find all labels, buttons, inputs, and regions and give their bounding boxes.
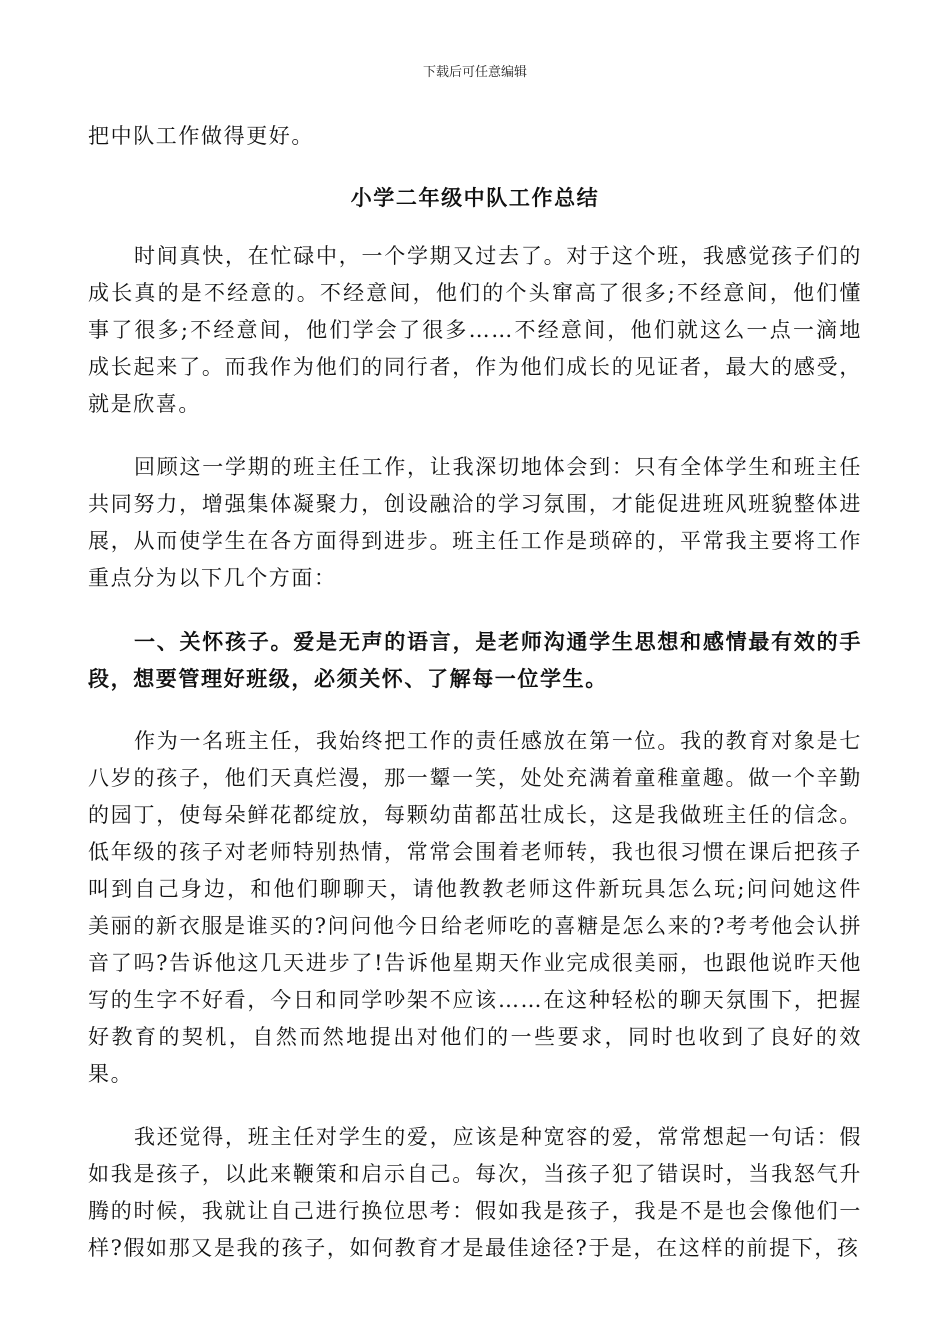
- page-header: 下载后可任意编辑: [422, 65, 527, 80]
- document-title: 小学二年级中队工作总结: [350, 185, 600, 210]
- paragraph-4: 我还觉得，班主任对学生的爱，应该是种宽容的爱，常常想起一句话：假如我是孩子，以此来鞭策和启示自己。每次，当孩子犯了错误时，当我怒气升腾的时候，我就让自己进行换位思考：假如我是孩子，我是不是也会像他们一样?假如那又是我的孩子，如何教育才是最佳途径?于是，在这样的前提下，孩: [88, 1125, 862, 1260]
- lead-line: 把中队工作做得更好。: [88, 124, 314, 148]
- paragraph-3: 作为一名班主任，我始终把工作的责任感放在第一位。我的教育对象是七八岁的孩子，他们天真烂漫，那一颦一笑，处处充满着童稚童趣。做一个辛勤的园丁，使每朵鲜花都绽放，每颗幼苗都茁壮成长，这是我做班主任的信念。低年级的孩子对老师特别热情，常常会围着老师转，我也很习惯在课后把孩子叫到自己身边，和他们聊聊天，请他教教老师这件新玩具怎么玩;问问她这件美丽的新衣服是谁买的?问问他今日给老师吃的喜糖是怎么来的?考考他会认拼音了吗?告诉他这几天进步了!告诉他星期天作业完成很美丽，也跟他说昨天他写的生字不好看，今日和同学吵架不应该……在这种轻松的聊天氛围下，把握好教育的契机，自然而然地提出对他们的一些要求，同时也收到了良好的效果。: [88, 729, 862, 1086]
- paragraph-1: 时间真快，在忙碌中，一个学期又过去了。对于这个班，我感觉孩子们的成长真的是不经意的。不经意间，他们的个头窜高了很多;不经意间，他们懂事了很多;不经意间，他们学会了很多……不经意间，他们就这么一点一滴地成长起来了。而我作为他们的同行者，作为他们成长的见证者，最大的感受，就是欣喜。: [88, 244, 862, 416]
- paragraph-2: 回顾这一学期的班主任工作，让我深切地体会到：只有全体学生和班主任共同努力，增强集体凝聚力，创设融洽的学习氛围，才能促进班风班貌整体进展，从而使学生在各方面得到进步。班主任工作是琐碎的，平常我主要将工作重点分为以下几个方面：: [88, 455, 862, 590]
- section-heading-1: 一、关怀孩子。爱是无声的语言，是老师沟通学生思想和感情最有效的手段，想要管理好班级，必须关怀、了解每一位学生。: [88, 629, 862, 691]
- document-body: [88, 118, 862, 1267]
